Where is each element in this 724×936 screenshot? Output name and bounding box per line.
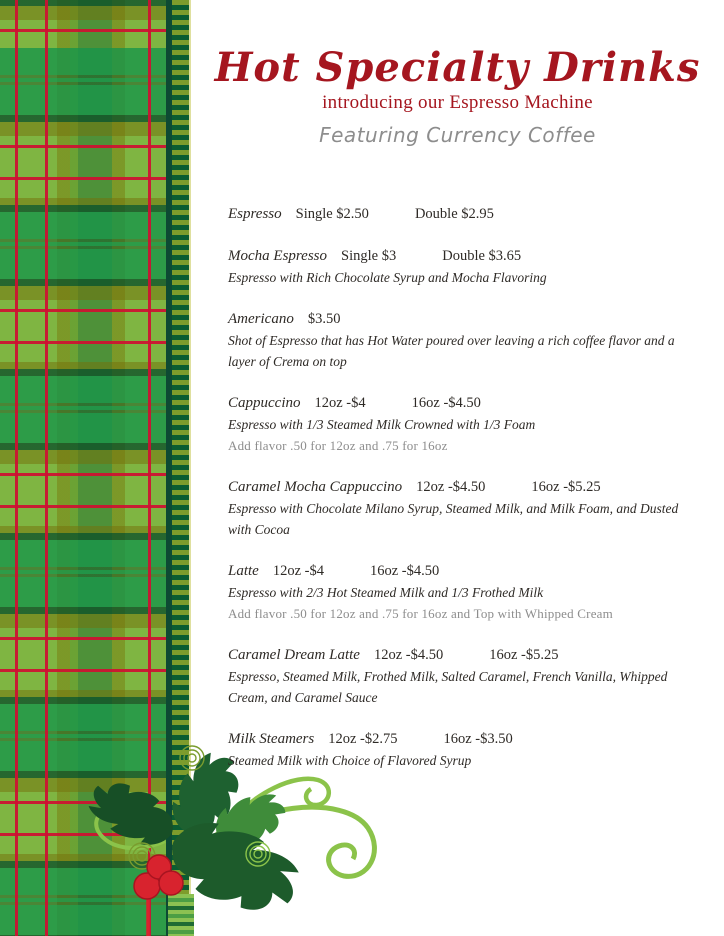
item-description: Espresso with 2/3 Hot Steamed Milk and 1/3 Frothed Milk — [228, 585, 544, 600]
menu-item-cappuccino — [228, 392, 700, 456]
item-price: 16oz -$3.50 — [443, 731, 513, 747]
ribbon-block-icon — [168, 894, 194, 936]
item-price: 12oz -$4.50 — [373, 647, 444, 663]
item-description: Espresso with 1/3 Steamed Milk Crowned with 1/3 Foam — [228, 417, 536, 432]
item-description: Steamed Milk with Choice of Flavored Syrup — [228, 753, 472, 768]
item-price: 16oz -$4.50 — [369, 563, 440, 579]
item-note: Add flavor .50 for 12oz and .75 for 16oz and Top with Whipped Cream — [228, 606, 613, 621]
item-description: Espresso with Rich Chocolate Syrup and Mocha Flavoring — [228, 270, 547, 285]
holly-leaf-icon — [82, 776, 181, 852]
item-price: 12oz -$2.75 — [328, 731, 398, 747]
menu-item-latte — [228, 560, 700, 624]
item-name: Milk Steamers — [228, 731, 315, 747]
page-title: Hot Specialty Drinks — [214, 44, 701, 91]
item-name: Cappuccino — [228, 395, 301, 411]
item-price: 16oz -$4.50 — [411, 395, 481, 411]
menu-item-caramel-mocha-cappuccino — [228, 476, 700, 540]
item-price: 12oz -$4.50 — [416, 479, 486, 495]
item-description: Espresso with Chocolate Milano Syrup, Steamed Milk, and Milk Foam, and Dusted with Cocoa — [228, 501, 679, 537]
item-price: 12oz -$4 — [272, 563, 324, 579]
item-description: Espresso, Steamed Milk, Frothed Milk, Salted Caramel, French Vanilla, Whipped Cream, and Caramel Sauce — [228, 669, 668, 705]
item-price: 12oz -$4 — [314, 395, 366, 411]
item-name: Mocha Espresso — [228, 248, 328, 264]
menu-item-caramel-dream-latte — [228, 644, 700, 708]
menu-item-mocha-espresso — [228, 245, 700, 288]
menu-header — [191, 0, 724, 147]
page-subtitle: introducing our Espresso Machine — [322, 92, 593, 113]
tagline: Featuring Currency Coffee — [319, 123, 596, 147]
item-price: Single $3 — [341, 248, 397, 264]
item-price: Double $2.95 — [414, 206, 494, 222]
item-price: $3.50 — [307, 311, 341, 327]
item-name: Caramel Dream Latte — [228, 647, 360, 663]
item-price: 16oz -$5.25 — [489, 647, 559, 663]
menu-item-americano — [228, 308, 700, 372]
item-name: Espresso — [228, 206, 282, 222]
menu-list — [228, 203, 700, 791]
item-name: Americano — [228, 311, 294, 327]
menu-item-espresso — [228, 203, 700, 225]
item-note: Add flavor .50 for 12oz and .75 for 16oz — [228, 438, 448, 453]
menu-item-milk-steamers — [228, 728, 700, 771]
item-price: Single $2.50 — [295, 206, 369, 222]
item-description: Shot of Espresso that has Hot Water poured over leaving a rich coffee flavor and a layer of Crema on top — [228, 333, 675, 369]
item-price: Double $3.65 — [442, 248, 522, 264]
item-name: Latte — [228, 563, 259, 579]
item-price: 16oz -$5.25 — [531, 479, 601, 495]
item-name: Caramel Mocha Cappuccino — [228, 479, 403, 495]
